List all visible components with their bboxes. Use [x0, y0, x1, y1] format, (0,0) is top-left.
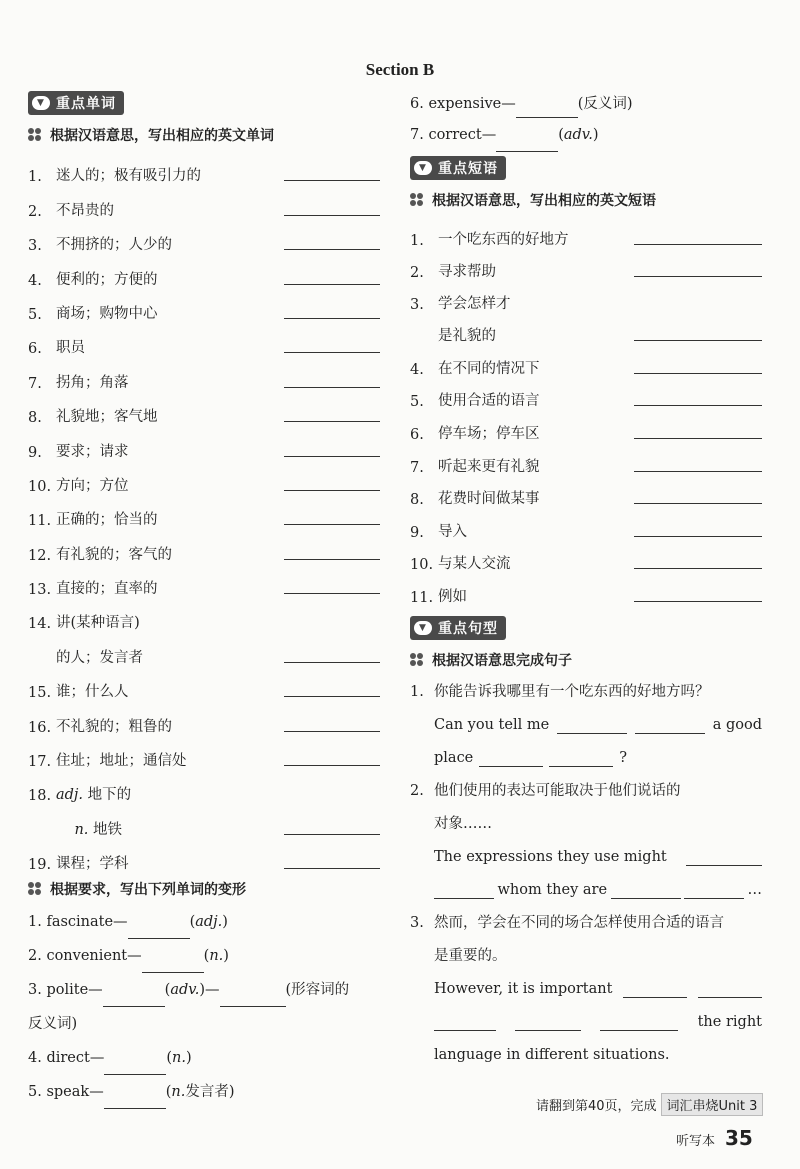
- answer-blank[interactable]: [434, 1016, 496, 1031]
- word-list: [28, 667, 380, 770]
- item-hint: 发言者: [185, 1084, 229, 1101]
- item-hint: (反义词): [577, 96, 633, 112]
- sentence-en: ?: [619, 749, 628, 766]
- instruction-text: 根据汉语意思，写出相应的英文短语: [432, 193, 656, 209]
- item-number: 9.: [410, 524, 424, 541]
- item-word: polite—: [46, 982, 103, 999]
- list-item: [28, 185, 380, 219]
- answer-blank[interactable]: [104, 1092, 166, 1109]
- answer-blank[interactable]: [557, 719, 627, 734]
- answer-blank[interactable]: [284, 351, 380, 353]
- answer-blank[interactable]: [284, 592, 380, 594]
- item-number: 4.: [28, 1050, 42, 1067]
- answer-blank[interactable]: [284, 317, 380, 319]
- item-number: 1.: [28, 169, 42, 186]
- list-item: [410, 476, 762, 509]
- list-item: [410, 410, 762, 443]
- sentence-en: the right: [697, 1013, 762, 1030]
- item-number: 19.: [28, 857, 52, 874]
- item-text: 使用合适的语言: [438, 393, 540, 410]
- sentence-en-row: [410, 1039, 762, 1072]
- answer-blank[interactable]: [623, 983, 687, 998]
- item-number: 4.: [410, 361, 424, 378]
- clover-icon: [28, 128, 42, 142]
- answer-blank[interactable]: [634, 535, 762, 537]
- phrase-list: [410, 345, 762, 606]
- list-item: [28, 529, 380, 563]
- list-item: [28, 357, 380, 391]
- item-number: 6.: [410, 426, 424, 443]
- clover-icon: [28, 882, 42, 896]
- item-number: 8.: [410, 492, 424, 509]
- sentence-en: language in different situations.: [434, 1046, 670, 1063]
- item-hint: n.: [172, 1050, 186, 1067]
- sentence-en-row: [410, 1006, 762, 1039]
- list-item: [410, 378, 762, 411]
- item-text: 在不同的情况下: [438, 360, 540, 377]
- sentence-cn: 对象……: [434, 815, 492, 832]
- item-number: 11.: [410, 589, 434, 606]
- instruction-text: 根据汉语意思完成句子: [432, 652, 572, 669]
- item-text: 正确的；恰当的: [56, 512, 158, 529]
- answer-blank[interactable]: [434, 884, 494, 899]
- list-item: [28, 770, 380, 804]
- item-number: 12.: [28, 547, 52, 564]
- item-text: 便利的；方便的: [56, 271, 158, 288]
- answer-blank[interactable]: [635, 719, 705, 734]
- clover-icon: [410, 193, 424, 207]
- answer-blank[interactable]: [634, 243, 762, 245]
- item-text: 是礼貌的: [438, 328, 496, 345]
- item-text: 花费时间做某事: [438, 491, 540, 508]
- list-item: [410, 573, 762, 606]
- instruction-text: 根据要求，写出下列单词的变形: [50, 882, 246, 899]
- answer-blank[interactable]: [284, 386, 380, 388]
- item-text: 一个吃东西的好地方: [438, 231, 569, 248]
- item-hint: (形容词的: [285, 982, 350, 999]
- item-number: 7.: [410, 459, 424, 476]
- sentence-en: place: [434, 749, 474, 766]
- sentence-cn: 你能告诉我哪里有一个吃东西的好地方吗？: [434, 683, 710, 700]
- item-number: 3.: [410, 914, 424, 931]
- item-hint: 反义词): [28, 1016, 78, 1033]
- clover-icon: [410, 653, 424, 667]
- answer-blank[interactable]: [284, 695, 380, 697]
- item-number: 1.: [410, 683, 424, 700]
- item-number: 10.: [410, 557, 434, 574]
- item-text-part: 地下的: [87, 787, 132, 804]
- list-item: [410, 541, 762, 574]
- list-item: [410, 216, 762, 249]
- list-item: [28, 426, 380, 460]
- item-number: 2.: [410, 782, 424, 799]
- footer-note-text: 请翻到第40页，完成: [536, 1099, 657, 1114]
- list-item: [28, 323, 380, 357]
- item-text: 不拥挤的；人少的: [56, 237, 172, 254]
- item-number: 5.: [28, 1084, 42, 1101]
- item-text: [54, 818, 284, 839]
- item-number: 5.: [410, 394, 424, 411]
- answer-blank[interactable]: [634, 275, 762, 277]
- section-badge-words: [28, 91, 124, 115]
- item-number: 2.: [410, 265, 424, 282]
- item-number: 18.: [28, 788, 52, 805]
- left-column: [28, 90, 380, 1109]
- answer-blank[interactable]: [284, 179, 380, 181]
- answer-blank[interactable]: [515, 1016, 581, 1031]
- pos-label: adj.: [56, 787, 84, 804]
- item-text: 寻求帮助: [438, 264, 496, 281]
- item-number: 11.: [28, 513, 52, 530]
- item-word: fascinate—: [46, 914, 128, 931]
- sentence-cn: 是重要的。: [434, 947, 507, 964]
- form-item: [410, 90, 762, 118]
- answer-blank[interactable]: [549, 752, 613, 767]
- answer-blank[interactable]: [516, 101, 578, 118]
- item-number: 1.: [28, 914, 42, 931]
- item-word: direct—: [46, 1050, 105, 1067]
- item-number: 10.: [28, 478, 52, 495]
- sentence-en-row: [410, 841, 762, 874]
- item-text: 导入: [438, 523, 467, 540]
- answer-blank[interactable]: [479, 752, 543, 767]
- answer-blank[interactable]: [284, 455, 380, 457]
- item-number: 3.: [28, 238, 42, 255]
- item-hint: adv.: [170, 982, 200, 999]
- item-number: 2.: [28, 203, 42, 220]
- item-number: 9.: [28, 444, 42, 461]
- item-number: 4.: [28, 272, 42, 289]
- item-text: 课程；学科: [56, 856, 129, 873]
- item-hint: n.: [171, 1084, 186, 1101]
- item-text: 直接的；直率的: [56, 581, 158, 598]
- list-item: [28, 151, 380, 185]
- form-item: 1. fascinate— (adj.): [28, 905, 380, 939]
- item-text: 拐角；角落: [56, 374, 129, 391]
- item-number: 16.: [28, 719, 52, 736]
- right-column: [410, 90, 762, 1072]
- item-text: 听起来更有礼貌: [438, 458, 540, 475]
- list-item: [410, 313, 762, 345]
- list-item: [28, 220, 380, 254]
- sentence-cn-row: [410, 940, 762, 973]
- item-text: 商场；购物中心: [56, 305, 158, 322]
- item-number: 2.: [28, 948, 42, 965]
- page-title: Section B: [365, 60, 435, 79]
- answer-blank[interactable]: [284, 420, 380, 422]
- answer-blank[interactable]: [284, 764, 380, 766]
- list-item: [410, 443, 762, 476]
- answer-blank[interactable]: [104, 1058, 166, 1075]
- answer-blank[interactable]: [634, 600, 762, 602]
- form-item-continued: [28, 1007, 380, 1041]
- item-number: 5.: [28, 306, 42, 323]
- item-number: 3.: [410, 297, 424, 314]
- list-item: [28, 736, 380, 770]
- answer-blank[interactable]: [496, 135, 558, 152]
- list-item: [28, 667, 380, 701]
- word-list: [28, 151, 380, 598]
- answer-blank[interactable]: [686, 851, 762, 866]
- item-word: speak—: [46, 1084, 104, 1101]
- answer-blank[interactable]: [600, 1016, 678, 1031]
- sentence-en-row: [410, 973, 762, 1006]
- instruction-sentences: [410, 650, 762, 670]
- item-text: [54, 783, 380, 804]
- sentence-en: …: [747, 881, 762, 898]
- item-number: 7.: [28, 375, 42, 392]
- instruction-text: 根据汉语意思，写出相应的英文单词: [50, 128, 274, 144]
- answer-blank[interactable]: [284, 489, 380, 491]
- item-number: 3.: [28, 982, 42, 999]
- page-number: 35: [725, 1126, 753, 1150]
- chevron-down-icon: ▼: [414, 621, 432, 635]
- list-item: [28, 564, 380, 598]
- item-text: 迷人的；极有吸引力的: [56, 168, 201, 185]
- answer-blank[interactable]: [103, 990, 165, 1007]
- answer-blank[interactable]: [128, 922, 190, 939]
- instruction-forms: [28, 879, 380, 899]
- item-number: 1.: [410, 232, 424, 249]
- answer-blank[interactable]: [284, 283, 380, 285]
- item-word: convenient—: [46, 948, 142, 965]
- answer-blank[interactable]: [698, 983, 762, 998]
- item-hint: adv.: [563, 127, 593, 143]
- item-text: 停车场；停车区: [438, 425, 540, 442]
- item-number: 17.: [28, 754, 52, 771]
- sentence-cn-row: [410, 808, 762, 841]
- list-item: [410, 508, 762, 541]
- list-item: [28, 598, 380, 632]
- item-number: 14.: [28, 616, 52, 633]
- item-hint: n.: [209, 948, 224, 965]
- sentence-en-row: [410, 709, 762, 742]
- item-word: correct—: [428, 127, 497, 143]
- answer-blank[interactable]: [634, 372, 762, 374]
- list-item: [28, 839, 380, 873]
- list-item: [28, 632, 380, 666]
- item-text: 方向；方位: [56, 477, 129, 494]
- list-item: [28, 701, 380, 735]
- item-number: 6.: [28, 341, 42, 358]
- answer-blank[interactable]: [220, 990, 286, 1007]
- list-item: [28, 392, 380, 426]
- sentence-3: [410, 907, 762, 1072]
- pos-label: n.: [74, 821, 89, 838]
- sentence-en: a good: [712, 716, 762, 733]
- item-hint: adj.: [195, 914, 223, 931]
- item-text: 与某人交流: [438, 556, 511, 573]
- answer-blank[interactable]: [284, 558, 380, 560]
- footer-note: [536, 1093, 763, 1116]
- answer-blank[interactable]: [611, 884, 681, 899]
- footer-tag: 词汇串烧Unit 3: [661, 1093, 764, 1116]
- footer-label: 听写本: [676, 1134, 716, 1149]
- item-text: 学会怎样才: [438, 296, 511, 313]
- sentence-cn: 他们使用的表达可能取决于他们说话的: [434, 782, 681, 799]
- item-number: 13.: [28, 582, 52, 599]
- list-item: [28, 495, 380, 529]
- badge-label: 重点短语: [438, 161, 498, 177]
- instruction-phrases: [410, 190, 762, 210]
- item-number: 7.: [410, 127, 424, 143]
- section-badge-phrases: [410, 156, 506, 180]
- form-item: 2. convenient— (n.): [28, 939, 380, 973]
- sentence-en: However, it is important: [434, 980, 613, 997]
- list-item: [28, 289, 380, 323]
- item-text: 谁；什么人: [56, 684, 129, 701]
- answer-blank[interactable]: [634, 470, 762, 472]
- answer-blank[interactable]: [634, 567, 762, 569]
- item-text: 有礼貌的；客气的: [56, 546, 172, 563]
- answer-blank[interactable]: [284, 523, 380, 525]
- sentence-en: The expressions they use might: [434, 848, 667, 865]
- form-item: 3. polite— (adv.)— (形容词的: [28, 973, 380, 1007]
- form-item: 4. direct— (n.): [28, 1041, 380, 1075]
- sentence-cn: 然而，学会在不同的场合怎样使用合适的语言: [434, 914, 724, 931]
- item-text: 职员: [56, 340, 85, 357]
- list-item: [410, 345, 762, 378]
- sentence-2: [410, 775, 762, 907]
- item-text: 不昂贵的: [56, 202, 114, 219]
- badge-label: 重点句型: [438, 620, 498, 637]
- answer-blank[interactable]: [684, 884, 744, 899]
- answer-blank[interactable]: [634, 437, 762, 439]
- item-number: 6.: [410, 96, 424, 112]
- badge-label: 重点单词: [56, 96, 116, 112]
- chevron-down-icon: ▼: [32, 96, 50, 110]
- phrase-list: [410, 216, 762, 281]
- sentence-en: whom they are: [497, 881, 608, 898]
- item-text: 住址；地址；通信处: [56, 753, 187, 770]
- answer-blank[interactable]: [634, 339, 762, 341]
- answer-blank[interactable]: [284, 661, 380, 663]
- item-text: 礼貌地；客气地: [56, 409, 158, 426]
- item-number: 8.: [28, 410, 42, 427]
- list-item: [28, 804, 380, 838]
- answer-blank[interactable]: [634, 502, 762, 504]
- answer-blank[interactable]: [142, 956, 204, 973]
- sentence-en-row: [410, 874, 762, 907]
- list-item: [28, 254, 380, 288]
- answer-blank[interactable]: [284, 214, 380, 216]
- item-number: 15.: [28, 685, 52, 702]
- item-text: 的人；发言者: [56, 649, 143, 666]
- footer-page: [676, 1126, 753, 1150]
- answer-blank[interactable]: [284, 833, 380, 835]
- item-text: 不礼貌的；粗鲁的: [56, 718, 172, 735]
- instruction-words: [28, 125, 380, 145]
- section-badge-sentences: [410, 616, 506, 640]
- form-item: 7. correct— (adv.): [410, 118, 762, 152]
- item-text: 讲(某种语言): [56, 615, 140, 632]
- answer-blank[interactable]: [284, 867, 380, 869]
- chevron-down-icon: ▼: [414, 161, 432, 175]
- list-item: [28, 461, 380, 495]
- list-item: [410, 249, 762, 282]
- item-word: expensive—: [428, 96, 516, 112]
- answer-blank[interactable]: [284, 730, 380, 732]
- sentence-en: Can you tell me: [434, 716, 550, 733]
- list-item: [410, 281, 762, 313]
- item-text: 要求；请求: [56, 443, 129, 460]
- sentence-en-row: [410, 742, 762, 775]
- item-text-part: 地铁: [93, 821, 122, 838]
- form-item: 5. speak— (n.发言者): [28, 1075, 380, 1109]
- sentence-1: [410, 676, 762, 775]
- answer-blank[interactable]: [634, 404, 762, 406]
- item-text: 例如: [438, 588, 467, 605]
- answer-blank[interactable]: [284, 248, 380, 250]
